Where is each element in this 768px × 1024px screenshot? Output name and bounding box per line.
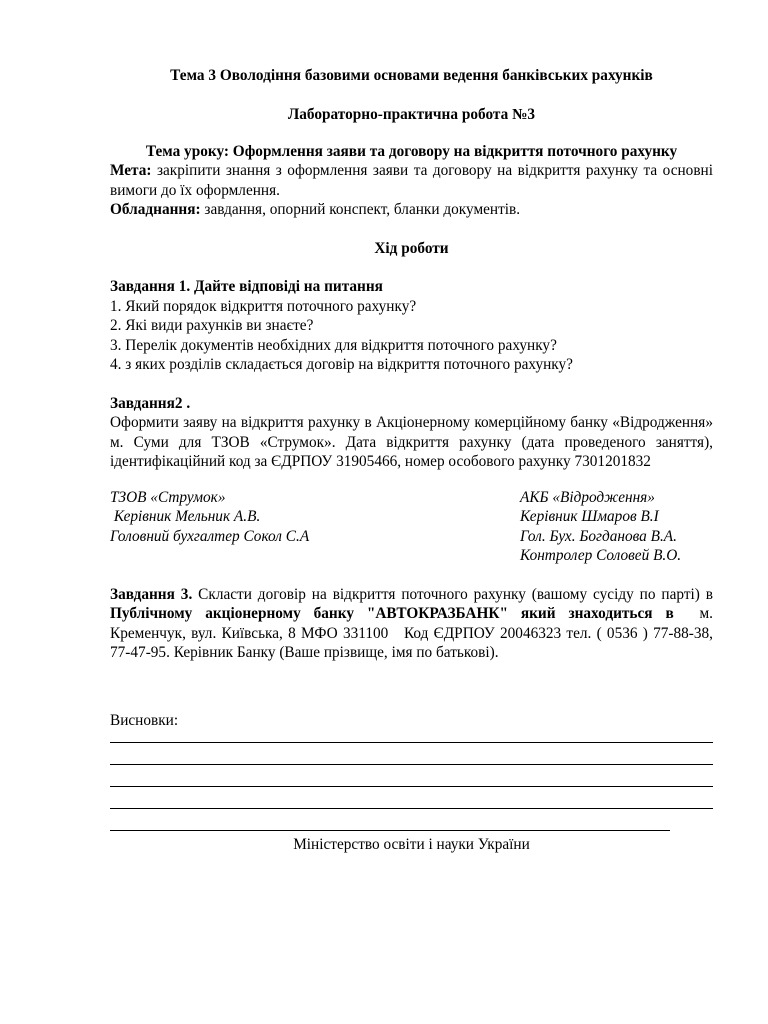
conclusion-line [110, 809, 670, 831]
goal-label: Мета: [110, 162, 152, 179]
lesson-topic-heading: Тема уроку: Оформлення заяви та договору на відкриття поточного рахунку [145, 143, 678, 160]
task1-question: 2. Які види рахунків ви знаєте? [110, 317, 314, 334]
equipment-label: Обладнання: [110, 201, 201, 218]
signature-line: Керівник Мельник А.В. [110, 508, 261, 525]
goal-paragraph [110, 161, 713, 200]
signature-line: Головний бухгалтер Сокол С.А [110, 527, 310, 545]
signature-line: АКБ «Відродження» [520, 488, 655, 506]
document-page [110, 66, 717, 855]
task2-text: Оформити заяву на відкриття рахунку в Акціонерному комерційному банку «Відродження» м. Суми для ТЗОВ «Струмок». Дата відкриття рахунку (дата проведеного заняття), ідентифікаційний код за ЄДРПОУ 31905466, номер особового рахунку 7301201832 [110, 414, 713, 470]
topic-heading: Тема 3 Оволодіння базовими основами ведення банківських рахунків [170, 67, 653, 84]
conclusion-line [110, 765, 713, 787]
goal-text: закріпити знання з оформлення заяви та договору на відкриття рахунку та основні вимоги до їх оформлення. [110, 162, 713, 199]
task1-title: Завдання 1. Дайте відповіді на питання [110, 278, 383, 295]
conclusions-label: Висновки: [110, 711, 179, 729]
task3-label: Завдання 3. [110, 585, 193, 603]
task3-paragraph [110, 585, 717, 663]
progress-heading: Хід роботи [374, 239, 449, 257]
signatures-right [520, 488, 713, 566]
signature-line: Керівник Шмаров В.І [520, 508, 659, 525]
task1-question: 1. Який порядок відкриття поточного рахунку? [110, 297, 417, 315]
signature-line: Контролер Соловей В.О. [520, 547, 682, 564]
signatures-left [110, 488, 309, 566]
signature-line: Гол. Бух. Богданова В.А. [520, 527, 677, 545]
lab-heading: Лабораторно-практична робота №3 [287, 105, 536, 123]
task1-question: 4. з яких розділів складається договір на відкриття поточного рахунку? [110, 356, 573, 373]
task3-text-2: м. Кременчук, вул. Київська, 8 МФО 331100 Код ЄДРПОУ 20046323 тел. ( 0536 ) 77-88-38, 77-47-95. Керівник Банку (Ваше прізвище, імя по батькові). [110, 605, 717, 661]
equipment-text: завдання, опорний конспект, бланки документів. [200, 201, 521, 218]
footer-ministry: Міністерство освіти і науки України [293, 836, 530, 853]
task3-bank: Публічному акціонерному банку "АВТОКРАЗБАНК" який знаходиться в [110, 605, 674, 622]
conclusion-line [110, 743, 713, 765]
conclusion-line [110, 787, 713, 809]
signature-line: ТЗОВ «Струмок» [110, 488, 226, 506]
task1-question: 3. Перелік документів необхідних для відкриття поточного рахунку? [110, 336, 557, 354]
signatures-block [110, 488, 713, 566]
task2-title: Завдання2 . [110, 394, 191, 412]
conclusion-line [110, 730, 713, 743]
task3-text-1: Скласти договір на відкриття поточного рахунку (вашому сусіду по парті) в [192, 585, 717, 603]
equipment-paragraph [110, 200, 713, 220]
